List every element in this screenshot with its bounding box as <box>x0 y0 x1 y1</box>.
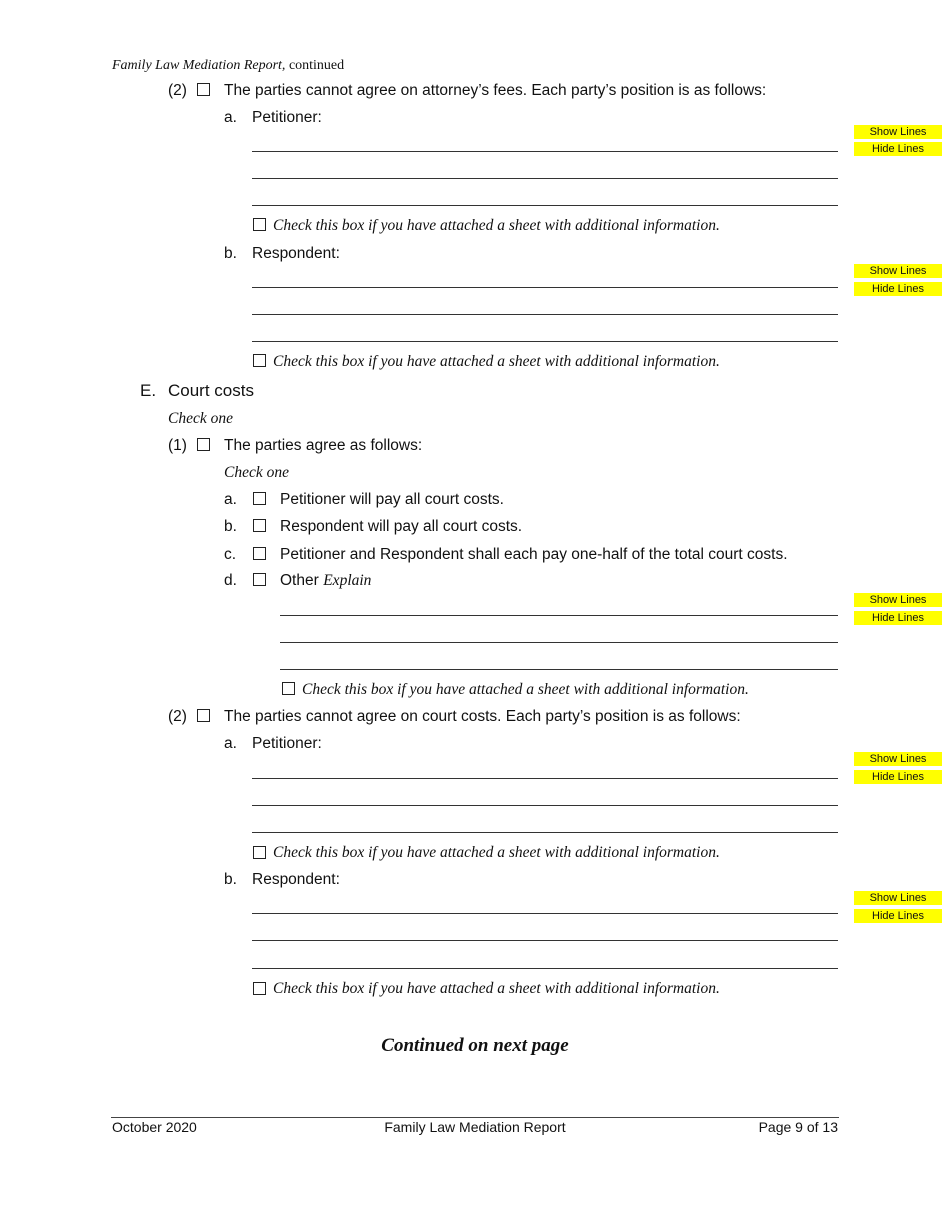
checkbox-court-costs-disagree[interactable] <box>197 709 210 722</box>
checkbox-attached-sheet[interactable] <box>253 982 266 995</box>
petitioner-label: Petitioner: <box>252 109 322 126</box>
checkbox-attached-sheet[interactable] <box>282 682 295 695</box>
item-text: The parties cannot agree on court costs. Each party’s position is as follows: <box>224 708 741 725</box>
other-line-1[interactable] <box>280 615 838 616</box>
checkbox-attached-sheet[interactable] <box>253 354 266 367</box>
attach-note: Check this box if you have attached a sheet with additional information. <box>302 681 749 698</box>
attach-note: Check this box if you have attached a sheet with additional information. <box>273 217 720 234</box>
other-line-2[interactable] <box>280 642 838 643</box>
item-number: (1) <box>168 437 187 454</box>
checkbox-respondent-pays[interactable] <box>253 519 266 532</box>
item-text: The parties agree as follows: <box>224 437 423 454</box>
respondent-line-2[interactable] <box>252 314 838 315</box>
footer-rule <box>111 1117 839 1118</box>
hide-lines-button[interactable]: Hide Lines <box>854 282 942 296</box>
petitioner-label: Petitioner: <box>252 735 322 752</box>
petitioner-line-1[interactable] <box>252 151 838 152</box>
checkbox-court-costs-agree[interactable] <box>197 438 210 451</box>
respondent-line-1[interactable] <box>252 287 838 288</box>
checkbox-other[interactable] <box>253 573 266 586</box>
respondent-line-3[interactable] <box>252 968 838 969</box>
option-letter: c. <box>224 546 237 563</box>
petitioner-line-2[interactable] <box>252 805 838 806</box>
checkbox-attached-sheet[interactable] <box>253 218 266 231</box>
attach-note: Check this box if you have attached a sheet with additional information. <box>273 844 720 861</box>
sub-letter: a. <box>224 735 237 752</box>
continued-notice: Continued on next page <box>381 1035 569 1056</box>
show-lines-button[interactable]: Show Lines <box>854 891 942 905</box>
petitioner-line-3[interactable] <box>252 205 838 206</box>
option-letter: a. <box>224 491 237 508</box>
option-letter: b. <box>224 518 237 535</box>
footer-page-number: Page 9 of 13 <box>758 1119 838 1135</box>
show-lines-button[interactable]: Show Lines <box>854 125 942 139</box>
petitioner-line-3[interactable] <box>252 832 838 833</box>
checkbox-split-costs[interactable] <box>253 547 266 560</box>
header-continued: continued <box>285 58 345 73</box>
respondent-label: Respondent: <box>252 871 340 888</box>
option-text: Other <box>280 572 319 589</box>
item-number: (2) <box>168 708 187 725</box>
petitioner-line-1[interactable] <box>252 778 838 779</box>
other-option <box>280 572 371 590</box>
show-lines-button[interactable]: Show Lines <box>854 593 942 607</box>
respondent-label: Respondent: <box>252 245 340 262</box>
attach-note: Check this box if you have attached a sheet with additional information. <box>273 353 720 370</box>
show-lines-button[interactable]: Show Lines <box>854 752 942 766</box>
sub-letter: b. <box>224 871 237 888</box>
item-number: (2) <box>168 82 187 99</box>
checkbox-petitioner-pays[interactable] <box>253 492 266 505</box>
option-text: Respondent will pay all court costs. <box>280 518 523 535</box>
respondent-line-3[interactable] <box>252 341 838 342</box>
petitioner-line-2[interactable] <box>252 178 838 179</box>
footer-title: Family Law Mediation Report <box>384 1119 566 1135</box>
respondent-line-2[interactable] <box>252 940 838 941</box>
attach-note: Check this box if you have attached a sheet with additional information. <box>273 980 720 997</box>
check-one-instruction: Check one <box>224 464 289 481</box>
option-text: Petitioner will pay all court costs. <box>280 491 504 508</box>
option-letter: d. <box>224 572 237 589</box>
checkbox-attached-sheet[interactable] <box>253 846 266 859</box>
option-text: Petitioner and Respondent shall each pay one-half of the total court costs. <box>280 546 788 563</box>
hide-lines-button[interactable]: Hide Lines <box>854 611 942 625</box>
section-heading: Court costs <box>168 381 254 400</box>
section-letter: E. <box>140 381 157 400</box>
hide-lines-button[interactable]: Hide Lines <box>854 770 942 784</box>
sub-letter: a. <box>224 109 237 126</box>
footer-date: October 2020 <box>112 1119 197 1135</box>
explain-hint: Explain <box>323 572 372 589</box>
check-one-instruction: Check one <box>168 410 233 427</box>
page-header <box>112 56 344 74</box>
show-lines-button[interactable]: Show Lines <box>854 264 942 278</box>
sub-letter: b. <box>224 245 237 262</box>
other-line-3[interactable] <box>280 669 838 670</box>
hide-lines-button[interactable]: Hide Lines <box>854 142 942 156</box>
header-title: Family Law Mediation Report, <box>112 58 286 73</box>
checkbox-attorney-fees-disagree[interactable] <box>197 83 210 96</box>
respondent-line-1[interactable] <box>252 913 838 914</box>
hide-lines-button[interactable]: Hide Lines <box>854 909 942 923</box>
item-text: The parties cannot agree on attorney’s fees. Each party’s position is as follows: <box>224 82 767 99</box>
